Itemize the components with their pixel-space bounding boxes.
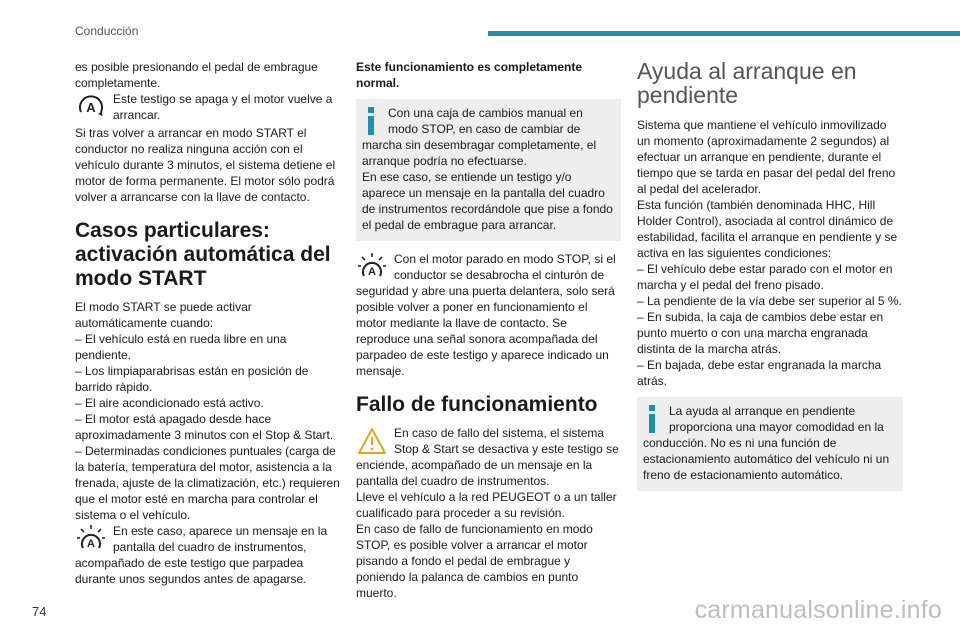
col3-info-box — [637, 397, 903, 491]
page-number: 74 — [32, 604, 47, 619]
svg-text:A: A — [86, 100, 96, 115]
col2-paragraph-2: En caso de fallo de funcionamiento en modo STOP, es posible volver a arrancar el motor pisando a fondo el pedal de embrague y poniendo la palanca de cambios en punto muerto. — [356, 522, 593, 600]
column-1 — [75, 59, 340, 587]
svg-text:A: A — [87, 538, 95, 550]
col3-list-item: – La pendiente de la vía debe ser superior al 5 %. — [637, 294, 902, 308]
auto-start-blinking-icon — [356, 251, 388, 283]
col1-list-item: – El aire acondicionado está activo. — [75, 396, 264, 410]
col2-icon-text: Con el motor parado en modo STOP, si el conductor se desabrocha el cinturón de seguridad y abre una puerta delantera, solo será posible volver a poner en funcionamiento el motor mediante la llave de contacto. Se reproduce una señal sonora acompañada del parpadeo de este testigo y aparece indicado un mensaje. — [356, 252, 616, 378]
header-title: Conducción — [75, 24, 139, 38]
col2-paragraph-1: Lleve el vehículo a la red PEUGEOT o a un taller cualificado para proceder a su revisión. — [356, 490, 617, 520]
col3-paragraph-1: Sistema que mantiene el vehículo inmovilizado un momento (aproximadamente 2 segundos) al efectuar un arranque en pendiente, durante el tiempo que se tarda en pasar del pedal del freno al pedal del acelerador. — [637, 118, 896, 196]
col2-info-box — [356, 99, 621, 241]
col1-icon-paragraph-2 — [75, 523, 340, 587]
col1-paragraph: Si tras volver a arrancar en modo START el conductor no realiza ninguna acción con el vehículo durante 3 minutos, el sistema detiene el motor de forma permanente. El motor sólo podrá volver a arrancarse con la llave de contacto. — [75, 126, 336, 204]
col3-heading: Ayuda al arranque en pendiente — [637, 58, 857, 108]
column-3 — [637, 59, 903, 501]
info-icon — [645, 405, 659, 433]
svg-text:A: A — [368, 266, 376, 278]
col1-list-item: – Determinadas condiciones puntuales (carga de la batería, temperatura del motor, asistencia a la frenada, ajuste de la climatización, etc.) requieren que el motor esté en marcha para controlar el sistema o el vehículo. — [75, 444, 340, 522]
col3-list-item: – El vehículo debe estar parado con el motor en marcha y el pedal del freno pisado. — [637, 262, 893, 292]
col1-heading: Casos particulares: activación automática del modo START — [75, 219, 331, 290]
watermark: carmanualsonline.info — [694, 596, 942, 624]
auto-start-blinking-icon — [75, 523, 107, 555]
col2-bold-note: Este funcionamiento es completamente normal. — [356, 60, 583, 90]
col1-icon2-text: En este caso, aparece un mensaje en la pantalla del cuadro de instrumentos, acompañado de este testigo que parpadea durante unos segundos antes de apagarse. — [75, 524, 328, 586]
col3-info-text: La ayuda al arranque en pendiente proporciona una mayor comodidad en la conducción. No es ni una función de estacionamiento automático del vehículo ni un freno de estacionamiento automático. — [643, 404, 890, 482]
col3-list-item: – En bajada, debe estar engranada la marcha atrás. — [637, 358, 882, 388]
col1-list-intro: El modo START se puede activar automáticamente cuando: — [75, 300, 252, 330]
col3-paragraph-2: Esta función (también denominada HHC, Hill Holder Control), asociada al control dinámico de estabilidad, facilita el arranque en pendiente y se activa en las siguientes condiciones: — [637, 198, 898, 260]
col1-list-item: – Los limpiaparabrisas están en posición de barrido rápido. — [75, 364, 309, 394]
col3-list-item: – En subida, la caja de cambios debe estar en punto muerto o con una marcha engranada distinta de la marcha atrás. — [637, 310, 884, 356]
col2-info-text-b: En ese caso, se entiende un testigo y/o aparece un mensaje en la pantalla del cuadro de instrumentos recordándole que pise a fondo el pedal de embrague para arrancar. — [362, 170, 613, 232]
col1-list-item: – El vehículo está en rueda libre en una pendiente. — [75, 332, 287, 362]
column-2 — [356, 59, 621, 601]
col1-intro: es posible presionando el pedal de embrague completamente. — [75, 60, 318, 90]
auto-start-warning-icon — [75, 91, 107, 123]
col2-warning-paragraph — [356, 425, 621, 489]
warning-triangle-icon — [356, 425, 388, 457]
col2-heading: Fallo de funcionamiento — [356, 393, 598, 416]
col1-icon-text: Este testigo se apaga y el motor vuelve a arrancar. — [113, 92, 333, 122]
col2-info-text-a: Con una caja de cambios manual en modo STOP, en caso de cambiar de marcha sin desembragar completamente, el arranque podría no efectuarse. — [362, 106, 597, 168]
col1-icon-paragraph — [75, 91, 340, 125]
col2-icon-paragraph — [356, 251, 621, 379]
info-icon — [364, 107, 378, 135]
col2-warning-text: En caso de fallo del sistema, el sistema Stop & Start se desactiva y este testigo se enciende, acompañado de un mensaje en la pantalla del cuadro de instrumentos. — [356, 426, 619, 488]
header-accent-bar — [488, 31, 960, 36]
col1-list-item: – El motor está apagado desde hace aproximadamente 3 minutos con el Stop & Start. — [75, 412, 334, 442]
